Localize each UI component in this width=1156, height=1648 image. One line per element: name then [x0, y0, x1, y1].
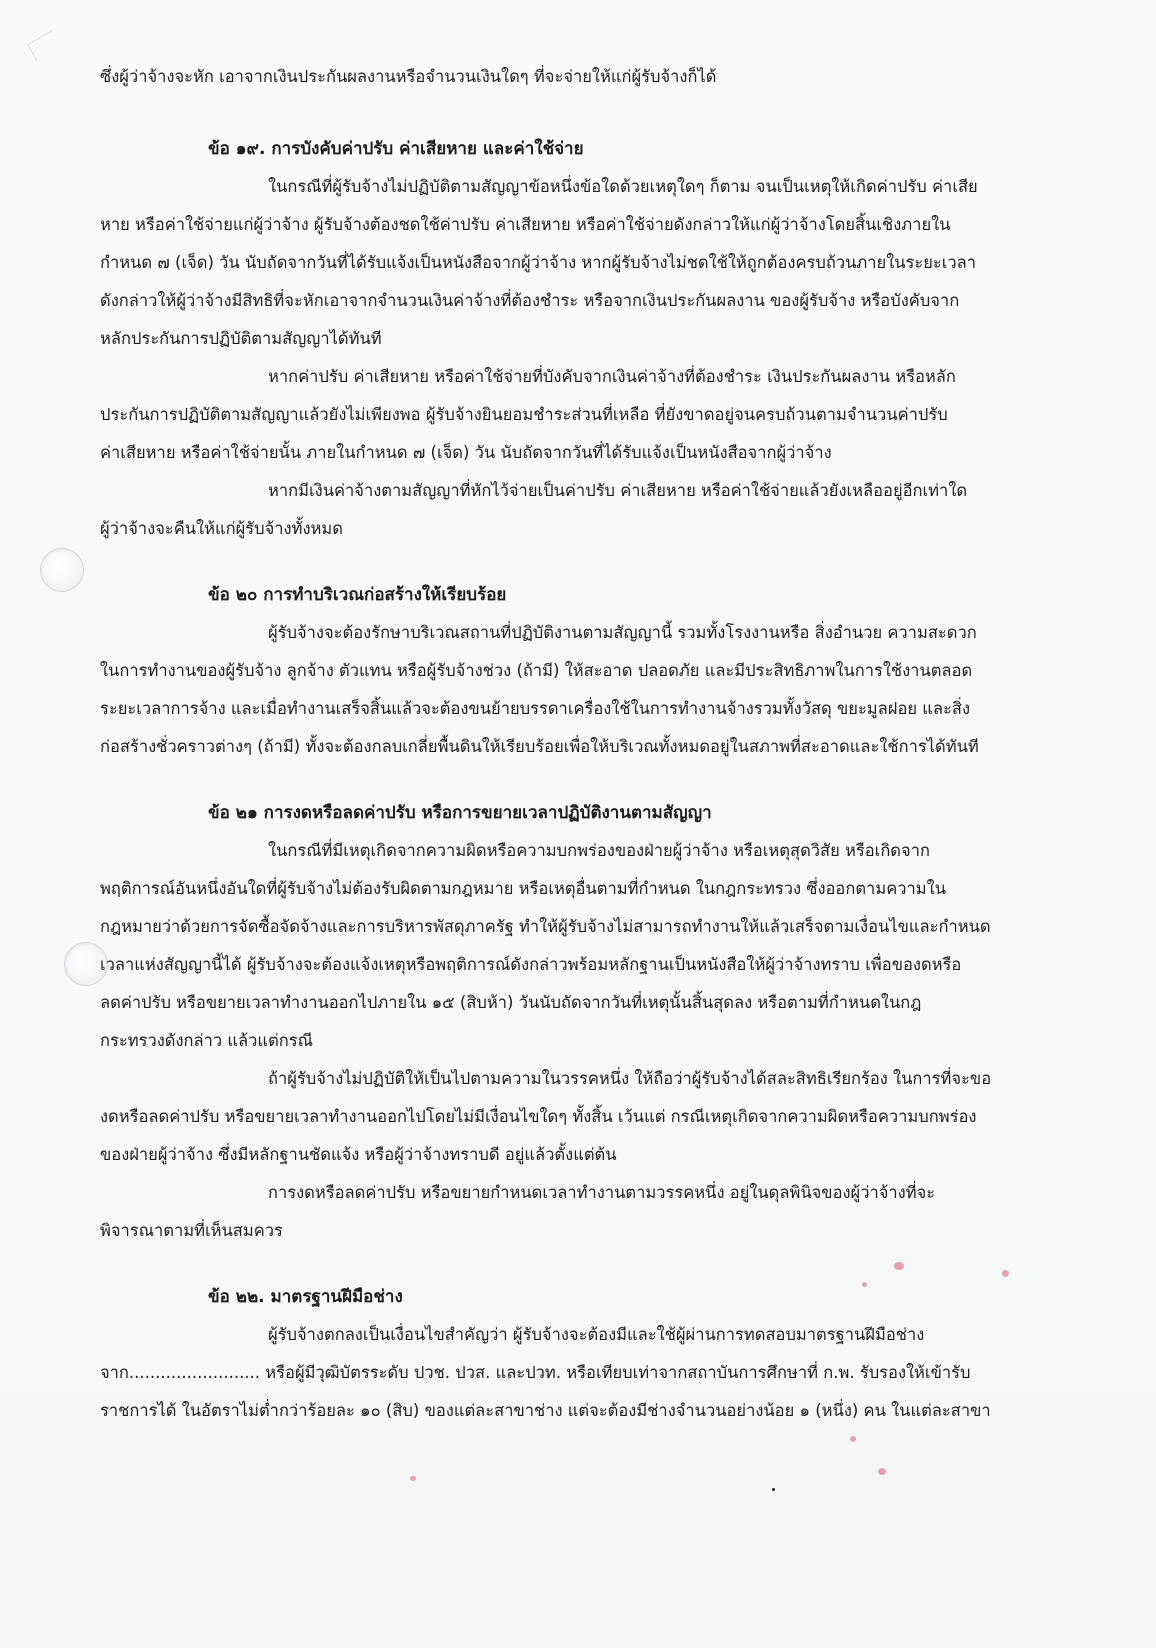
clause-19-line: ผู้ว่าจ้างจะคืนให้แก่ผู้รับจ้างทั้งหมด	[100, 519, 343, 538]
speck	[772, 1488, 775, 1491]
clause-21-line: พิจารณาตามที่เห็นสมควร	[100, 1221, 283, 1240]
clause-19-line: หลักประกันการปฏิบัติตามสัญญาได้ทันที	[100, 329, 382, 348]
paragraph-continuation: ซึ่งผู้ว่าจ้างจะหัก เอาจากเงินประกันผลงานหรือจำนวนเงินใดๆ ที่จะจ่ายให้แก่ผู้รับจ้างก็ได้	[100, 67, 717, 86]
clause-21-line: การงดหรือลดค่าปรับ หรือขยายกำหนดเวลาทำงานตามวรรคหนึ่ง อยู่ในดุลพินิจของผู้ว่าจ้างที่จะ	[268, 1183, 936, 1202]
clause-21-line: กฎหมายว่าด้วยการจัดซื้อจัดจ้างและการบริหารพัสดุภาครัฐ ทำให้ผู้รับจ้างไม่สามารถทำงานให้แล้วเสร็จตามเงื่อนไขและกำหนด	[100, 917, 991, 936]
clause-19-line: ดังกล่าวให้ผู้ว่าจ้างมีสิทธิที่จะหักเอาจากจำนวนเงินค่าจ้างที่ต้องชำระ หรือจากเงินประกันผลงาน ของผู้รับจ้าง หรือบังคับจาก	[100, 291, 960, 310]
clause-19-heading: ข้อ ๑๙. การบังคับค่าปรับ ค่าเสียหาย และค่าใช้จ่าย	[208, 139, 584, 159]
clause-21-line: พฤติการณ์อันหนึ่งอันใดที่ผู้รับจ้างไม่ต้องรับผิดตามกฎหมาย หรือเหตุอื่นตามที่กำหนด ในกฎกระทรวง ซึ่งออกตามความใน	[100, 879, 946, 898]
clause-22-line: ผู้รับจ้างตกลงเป็นเงื่อนไขสำคัญว่า ผู้รับจ้างจะต้องมีและใช้ผู้ผ่านการทดสอบมาตรฐานฝีมือช่าง	[268, 1325, 925, 1344]
clause-21-line: เวลาแห่งสัญญานี้ได้ ผู้รับจ้างจะต้องแจ้งเหตุหรือพฤติการณ์ดังกล่าวพร้อมหลักฐานเป็นหนังสือให้ผู้ว่าจ้างทราบ เพื่อของดหรือ	[100, 955, 962, 974]
clause-22-line: ราชการได้ ในอัตราไม่ต่ำกว่าร้อยละ ๑๐ (สิบ) ของแต่ละสาขาช่าง แต่จะต้องมีช่างจำนวนอย่างน้อย ๑ (หนึ่ง) คน ในแต่ละสาขา	[100, 1401, 991, 1420]
clause-19-line: ประกันการปฏิบัติตามสัญญาแล้วยังไม่เพียงพอ ผู้รับจ้างยินยอมชำระส่วนที่เหลือ ที่ยังขาดอยู่จนครบถ้วนตามจำนวนค่าปรับ	[100, 405, 948, 424]
ink-stain	[410, 1476, 416, 1481]
clause-21-line: กระทรวงดังกล่าว แล้วแต่กรณี	[100, 1031, 313, 1050]
clause-20-line: ก่อสร้างชั่วคราวต่างๆ (ถ้ามี) ทั้งจะต้องกลบเกลี่ยพื้นดินให้เรียบร้อยเพื่อให้บริเวณทั้งหมดอยู่ในสภาพที่สะอาดและใช้การได้ทันที	[100, 737, 979, 756]
clause-20-line: ผู้รับจ้างจะต้องรักษาบริเวณสถานที่ปฏิบัติงานตามสัญญานี้ รวมทั้งโรงงานหรือ สิ่งอำนวย ความสะดวก	[268, 623, 977, 642]
clause-19-line: หากมีเงินค่าจ้างตามสัญญาที่หักไว้จ่ายเป็นค่าปรับ ค่าเสียหาย หรือค่าใช้จ่ายแล้วยังเหลืออยู่อีกเท่าใด	[268, 481, 968, 500]
document-body	[100, 58, 1045, 1430]
clause-20-line: ในการทำงานของผู้รับจ้าง ลูกจ้าง ตัวแทน หรือผู้รับจ้างช่วง (ถ้ามี) ให้สะอาด ปลอดภัย และมีประสิทธิภาพในการใช้งานตลอด	[100, 661, 973, 680]
clause-21-heading: ข้อ ๒๑ การงดหรือลดค่าปรับ หรือการขยายเวลาปฏิบัติงานตามสัญญา	[208, 803, 712, 823]
clause-19-line: ในกรณีที่ผู้รับจ้างไม่ปฏิบัติตามสัญญาข้อหนึ่งข้อใดด้วยเหตุใดๆ ก็ตาม จนเป็นเหตุให้เกิดค่าปรับ ค่าเสีย	[268, 177, 978, 196]
ink-stain	[878, 1468, 886, 1475]
clause-22-line: จาก......................... หรือผู้มีวุฒิบัตรระดับ ปวช. ปวส. และปวท. หรือเทียบเท่าจากสถาบันการศึกษาที่ ก.พ. รับรองให้เข้ารับ	[100, 1363, 971, 1382]
ink-stain	[850, 1436, 856, 1442]
clause-21-line: ของฝ่ายผู้ว่าจ้าง ซึ่งมีหลักฐานชัดแจ้ง หรือผู้ว่าจ้างทราบดี อยู่แล้วตั้งแต่ต้น	[100, 1145, 617, 1164]
clause-19-line: กำหนด ๗ (เจ็ด) วัน นับถัดจากวันที่ได้รับแจ้งเป็นหนังสือจากผู้ว่าจ้าง หากผู้รับจ้างไม่ชดใช้ให้ถูกต้องครบถ้วนภายในระยะเวลา	[100, 253, 977, 272]
clause-21-line: งดหรือลดค่าปรับ หรือขยายเวลาทำงานออกไปโดยไม่มีเงื่อนไขใดๆ ทั้งสิ้น เว้นแต่ กรณีเหตุเกิดจากความผิดหรือความบกพร่อง	[100, 1107, 977, 1126]
clause-20-heading: ข้อ ๒๐ การทำบริเวณก่อสร้างให้เรียบร้อย	[208, 585, 507, 605]
clause-21-line: ถ้าผู้รับจ้างไม่ปฏิบัติให้เป็นไปตามความในวรรคหนึ่ง ให้ถือว่าผู้รับจ้างได้สละสิทธิเรียกร้อง ในการที่จะขอ	[268, 1069, 992, 1088]
clause-21-line: ในกรณีที่มีเหตุเกิดจากความผิดหรือความบกพร่องของฝ่ายผู้ว่าจ้าง หรือเหตุสุดวิสัย หรือเกิดจาก	[268, 841, 930, 860]
clause-22-heading: ข้อ ๒๒. มาตรฐานฝีมือช่าง	[208, 1287, 403, 1307]
paper-crease	[27, 30, 62, 61]
clause-19-line: ค่าเสียหาย หรือค่าใช้จ่ายนั้น ภายในกำหนด ๗ (เจ็ด) วัน นับถัดจากวันที่ได้รับแจ้งเป็นหนังสือจากผู้ว่าจ้าง	[100, 443, 832, 462]
clause-21-line: ลดค่าปรับ หรือขยายเวลาทำงานออกไปภายใน ๑๕ (สิบห้า) วันนับถัดจากวันที่เหตุนั้นสิ้นสุดลง หรือตามที่กำหนดในกฎ	[100, 993, 922, 1012]
clause-20-line: ระยะเวลาการจ้าง และเมื่อทำงานเสร็จสิ้นแล้วจะต้องขนย้ายบรรดาเครื่องใช้ในการทำงานจ้างรวมทั้งวัสดุ ขยะมูลฝอย และสิ่ง	[100, 699, 971, 718]
clause-19-line: หากค่าปรับ ค่าเสียหาย หรือค่าใช้จ่ายที่บังคับจากเงินค่าจ้างที่ต้องชำระ เงินประกันผลงาน หรือหลัก	[268, 367, 956, 386]
punch-hole-top	[40, 548, 84, 592]
clause-19-line: หาย หรือค่าใช้จ่ายแก่ผู้ว่าจ้าง ผู้รับจ้างต้องชดใช้ค่าปรับ ค่าเสียหาย หรือค่าใช้จ่ายดังกล่าวให้แก่ผู้ว่าจ้างโดยสิ้นเชิงภายใน	[100, 215, 951, 234]
